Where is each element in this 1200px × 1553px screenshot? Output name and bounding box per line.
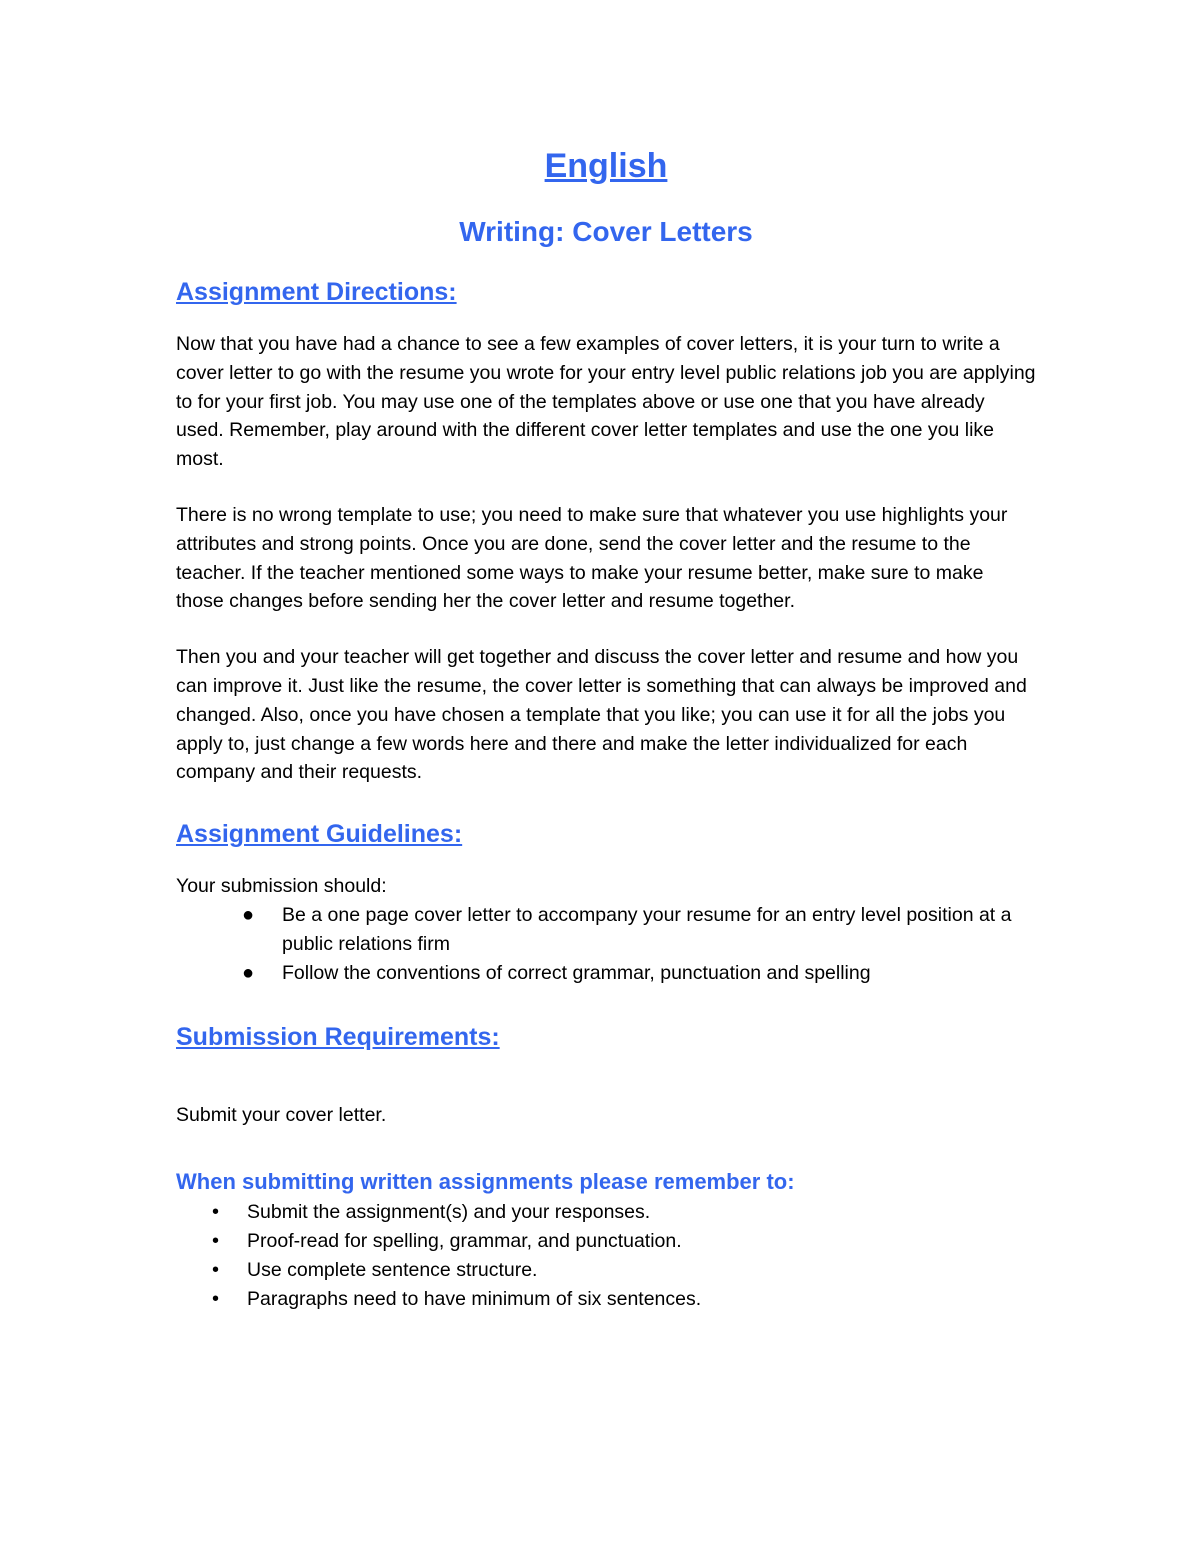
bullet-icon: ●: [242, 903, 255, 926]
guidelines-list-item: [242, 959, 1036, 988]
reminders-item-text: Use complete sentence structure.: [247, 1258, 538, 1281]
directions-paragraph-2: There is no wrong template to use; you need to make sure that whatever you use highlights your attributes and strong points. Once you are done, send the cover letter and the resume to the teacher. If the teacher mentioned some ways to make your resume better, make sure to make those changes before sending her the cover letter and resume together.: [176, 503, 1008, 613]
document-subtitle: Writing: Cover Letters: [459, 216, 753, 247]
guidelines-item-text: Follow the conventions of correct grammar, punctuation and spelling: [282, 961, 871, 984]
reminders-item-text: Proof-read for spelling, grammar, and punctuation.: [247, 1229, 682, 1252]
bullet-icon: •: [212, 1229, 220, 1252]
bullet-icon: ●: [242, 961, 255, 984]
guidelines-item-text: Be a one page cover letter to accompany your resume for an entry level position at a public relations firm: [282, 903, 1012, 955]
requirements-heading: Submission Requirements:: [176, 1023, 500, 1052]
bullet-icon: •: [212, 1287, 220, 1310]
document-title: English: [544, 147, 668, 185]
bullet-icon: •: [212, 1201, 220, 1224]
spacer: [176, 1075, 1036, 1101]
reminders-list-item: [212, 1227, 1036, 1256]
guidelines-heading: Assignment Guidelines:: [176, 820, 463, 849]
guidelines-intro: Your submission should:: [176, 875, 387, 898]
directions-paragraph-1: Now that you have had a chance to see a few examples of cover letters, it is your turn to write a cover letter to go with the resume you wrote for your entry level public relations job you are applying to for your first job. You may use one of the templates above or use one that you have already used. Remember, play around with the different cover letter templates and use the one you like most.: [176, 333, 1036, 471]
reminders-item-text: Paragraphs need to have minimum of six sentences.: [247, 1287, 702, 1310]
reminders-list-item: [212, 1198, 1036, 1227]
directions-heading: Assignment Directions:: [176, 278, 457, 306]
directions-paragraph-3: Then you and your teacher will get together and discuss the cover letter and resume and how you can improve it. Just like the resume, the cover letter is something that can always be improved and changed. Also, once you have chosen a template that you like; you can use it for all the jobs you apply to, just change a few words here and there and make the letter individualized for each company and their requests.: [176, 646, 1027, 784]
guidelines-list: [176, 901, 1036, 987]
reminders-item-text: Submit the assignment(s) and your responses.: [247, 1201, 651, 1224]
document-content: [176, 140, 1036, 1313]
reminders-list-item: [212, 1285, 1036, 1314]
bullet-icon: •: [212, 1258, 220, 1281]
reminders-list: [176, 1198, 1036, 1313]
reminders-list-item: [212, 1256, 1036, 1285]
requirements-text: Submit your cover letter.: [176, 1104, 387, 1127]
reminders-heading: When submitting written assignments please remember to:: [176, 1169, 795, 1195]
guidelines-list-item: [242, 901, 1036, 959]
